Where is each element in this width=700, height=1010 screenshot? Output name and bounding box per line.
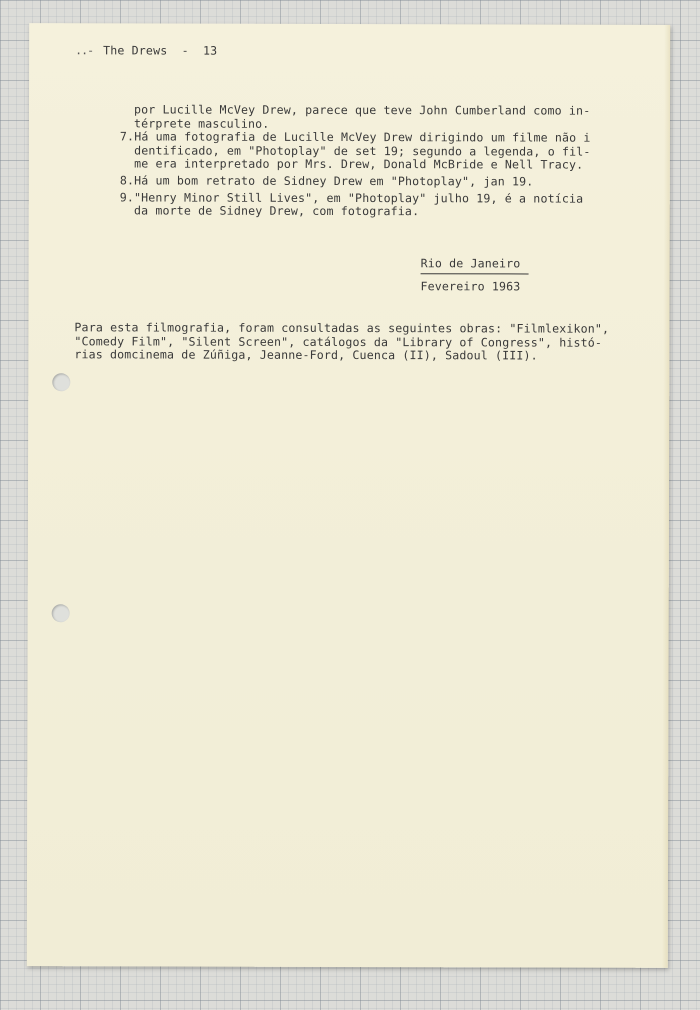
signature-date: Fevereiro 1963 bbox=[420, 279, 521, 294]
header-title: The Drews - 13 bbox=[103, 43, 218, 58]
header-mark: ..- bbox=[75, 43, 94, 58]
punch-hole bbox=[52, 373, 70, 391]
note-line: térprete masculino. bbox=[133, 116, 270, 131]
page-header bbox=[75, 44, 217, 58]
punch-hole bbox=[52, 604, 70, 622]
sources-line: Para esta filmografia, foram consultadas as seguintes obras: "Filmlexikon", bbox=[74, 320, 610, 336]
note-9-line: 9."Henry Minor Still Lives", em "Photoplay" julho 19, é a notícia bbox=[119, 189, 584, 206]
footnotes-block bbox=[119, 102, 591, 219]
document-page bbox=[27, 23, 670, 968]
note-8-line: 8.Há um bom retrato de Sidney Drew em "Photoplay", jan 19. bbox=[119, 173, 534, 189]
sources-line: "Comedy Film", "Silent Screen", catálogos da "Library of Congress", histó- bbox=[74, 333, 603, 350]
signature-underline bbox=[421, 273, 529, 274]
note-line: por Lucille McVey Drew, parece que teve John Cumberland como in- bbox=[133, 102, 591, 118]
note-9-line: da morte de Sidney Drew, com fotografia. bbox=[119, 203, 420, 219]
note-7-line: dentificado, em "Photoplay" de set 19; segundo a legenda, o fil- bbox=[119, 143, 591, 159]
note-7-line: 7.Há uma fotografia de Lucille McVey Drew dirigindo um filme não i bbox=[119, 129, 591, 145]
sources-line: rias domcinema de Zúñiga, Jeanne-Ford, Cuenca (II), Sadoul (III). bbox=[74, 347, 538, 363]
note-7-line: me era interpretado por Mrs. Drew, Donald McBride e Nell Tracy. bbox=[119, 156, 584, 172]
sources-paragraph bbox=[74, 321, 609, 363]
signature-city: Rio de Janeiro bbox=[420, 256, 521, 271]
